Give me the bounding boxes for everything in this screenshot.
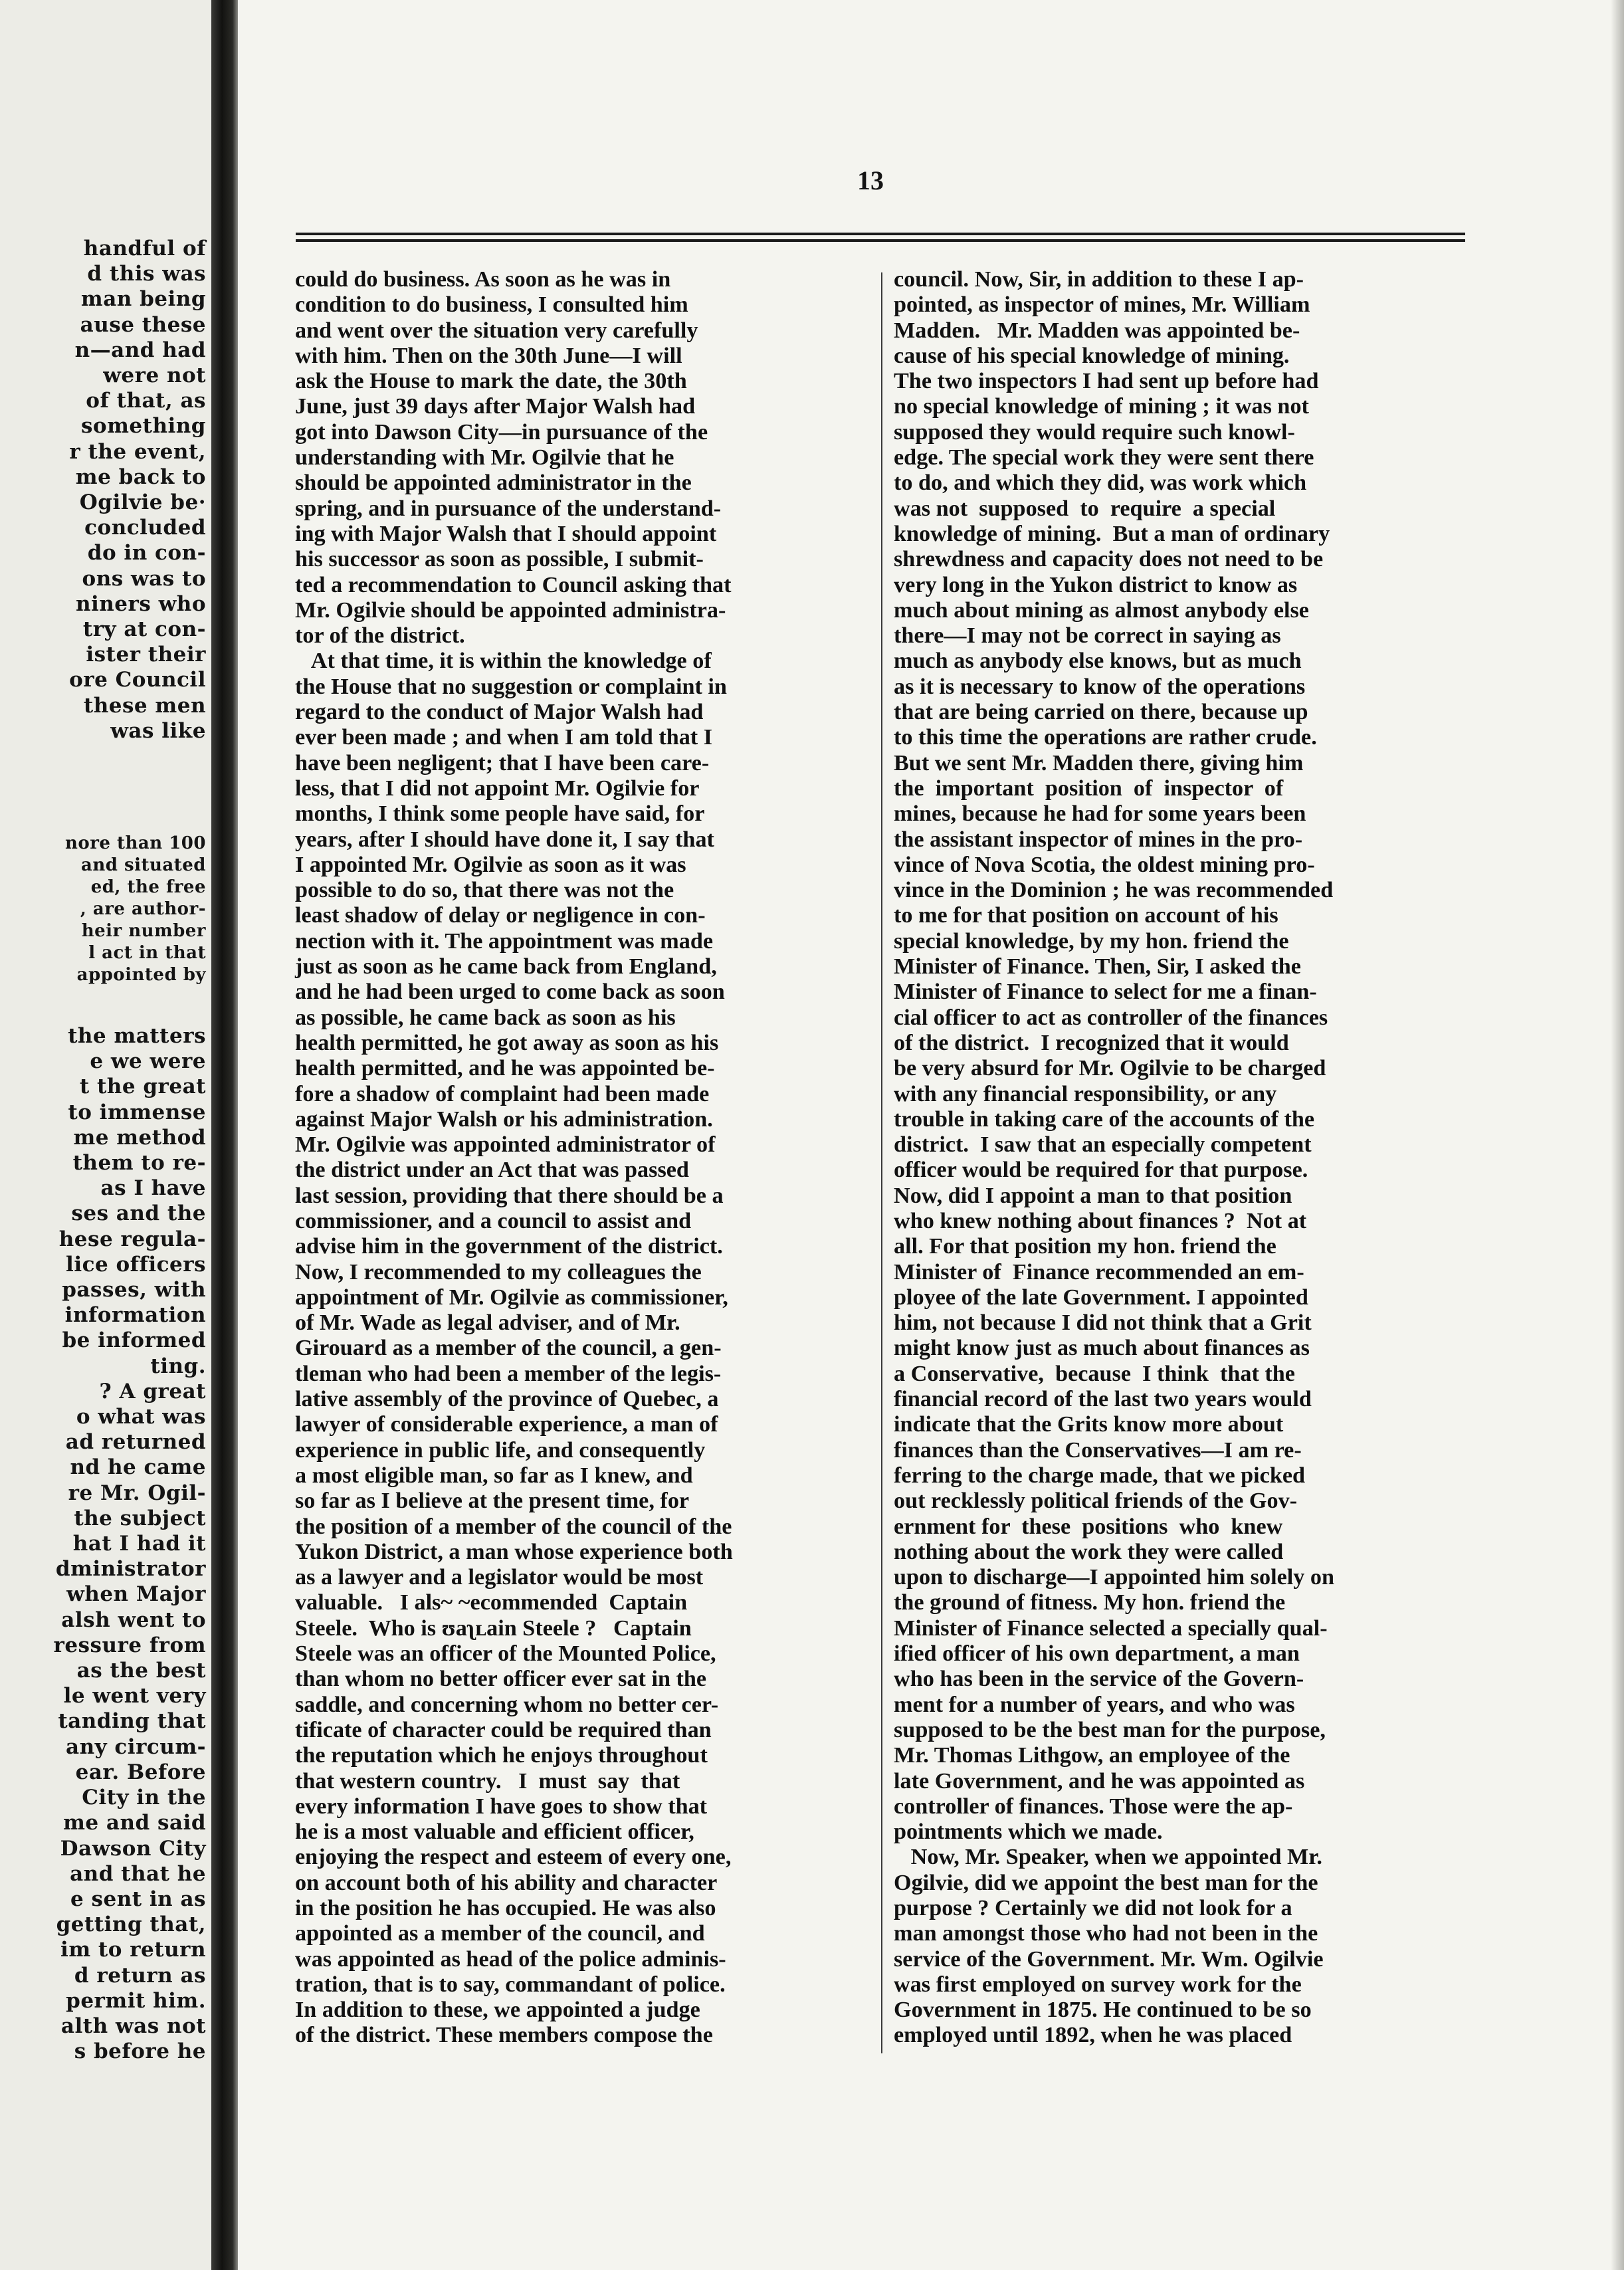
adjacent-page-fragment: [0, 0, 211, 2270]
header-rule-top: [296, 233, 1465, 235]
text-column-1: could do business. As soon as he was in condition to do business, I consulted him and went over the situation very carefully with him. Then on the 30th June—I will ask the House to mark the date, the 30th June, just 39 days after Major Walsh had got into Dawson City—in pursuance of the understanding with Mr. Ogilvie that he should be appointed administrator in the spring, and in pursuance of the understand- ing with Major Walsh that I should appoint his successor as soon as possible, I submit- ted a recommendation to Council asking that Mr. Ogilvie should be appointed administra- tor of the district. At that time, it is within the knowledge of the House that no suggestion or complaint in regard to the conduct of Major Walsh had ever been made ; and when I am told that I have been negligent; that I have been care- less, that I did not appoint Mr. Ogilvie for months, I think some people have said, for years, after I should have done it, I say that I appointed Mr. Ogilvie as soon as it was possible to do so, that there was not the least shadow of delay or negligence in con- nection with it. The appointment was made just as soon as he came back from England, and he had been urged to come back as soon as possible, he came back as soon as his health permitted, he got away as soon as his health permitted, and he was appointed be- fore a shadow of complaint had been made against Major Walsh or his administration. Mr. Ogilvie was appointed administrator of the district under an Act that was passed last session, providing that there should be a commissioner, and a council to assist and advise him in the government of the district. Now, I recommended to my colleagues the appointment of Mr. Ogilvie as commissioner, of Mr. Wade as legal adviser, and of Mr. Girouard as a member of the council, a gen- tleman who had been a member of the legis- lative assembly of the province of Quebec, a lawyer of considerable experience, a man of experience in public life, and consequently a most eligible man, so far as I knew, and so far as I believe at the present time, for the position of a member of the council of the Yukon District, a man whose experience both as a lawyer and a legislator would be most valuable. I als~ ~ecommended Captain Steele. Who is ʊaʅʟain Steele ? Captain Steele was an officer of the Mounted Police, than whom no better officer ever sat in the saddle, and concerning whom no better cer- tificate of character could be required than the reputation which he enjoys throughout that western country. I must say that every information I have goes to show that he is a most valuable and efficient officer, enjoying the respect and esteem of every one, on account both of his ability and character in the position he has occupied. He was also appointed as a member of the council, and was appointed as head of the police adminis- tration, that is to say, commandant of police. In addition to these, we appointed a judge of the district. These members compose the: [295, 267, 733, 2048]
left-fragment-top: handful of d this was man being ause these n—and had were not of that, as something r the event, me back to Ogilvie be· concluded do in con- ons was to niners who try at con- ister their ore Council these men was like: [69, 237, 206, 743]
column-divider: [881, 272, 882, 2053]
header-rule-bottom: [296, 239, 1465, 242]
book-gutter: [211, 0, 238, 2270]
left-fragment-mid: nore than 100 and situated ed, the free , are author- heir number l act in that appointed by: [64, 833, 206, 985]
page-number: 13: [857, 165, 884, 195]
page-right-edge: [1611, 0, 1624, 2270]
left-fragment-bottom: the matters e we were t the great to immense me method them to re- as I have ses and the hese regula- lice officers passes, with information be informed ting. ? A great o what was ad returned nd he came re Mr. Ogil- the subject hat I had it dministrator when Major alsh went to ressure from as the best le went very tanding that any circum- ear. Before City in the me and said Dawson City and that he e sent in as getting that, im to return d return as permit him. alth was not s before he: [53, 1024, 206, 2064]
text-column-2: council. Now, Sir, in addition to these I ap- pointed, as inspector of mines, Mr. William Madden. Mr. Madden was appointed be- cause of his special knowledge of mining. The two inspectors I had sent up before had no special knowledge of mining ; it was not supposed they would require such knowl- edge. The special work they were sent there to do, and which they did, was work which was not supposed to require a special knowledge of mining. But a man of ordinary shrewdness and capacity does not need to be very long in the Yukon district to know as much about mining as almost anybody else there—I may not be correct in saying as much as anybody else knows, but as much as it is necessary to know of the operations that are being carried on there, because up to this time the operations are rather crude. But we sent Mr. Madden there, giving him the important position of inspector of mines, because he had for some years been the assistant inspector of mines in the pro- vince of Nova Scotia, the oldest mining pro- vince in the Dominion ; he was recommended to me for that position on account of his special knowledge, by my hon. friend the Minister of Finance. Then, Sir, I asked the Minister of Finance to select for me a finan- cial officer to act as controller of the finances of the district. I recognized that it would be very absurd for Mr. Ogilvie to be charged with any financial responsibility, or any trouble in taking care of the accounts of the district. I saw that an especially competent officer would be required for that purpose. Now, did I appoint a man to that position who knew nothing about finances ? Not at all. For that position my hon. friend the Minister of Finance recommended an em- ployee of the late Government. I appointed him, not because I did not think that a Grit might know just as much about finances as a Conservative, because I think that the financial record of the last two years would indicate that the Grits know more about finances than the Conservatives—I am re- ferring to the charge made, that we picked out recklessly political friends of the Gov- ernment for these positions who knew nothing about the work they were called upon to discharge—I appointed him solely on the ground of fitness. My hon. friend the Minister of Finance selected a specially qual- ified officer of his own department, a man who has been in the service of the Govern- ment for a number of years, and who was supposed to be the best man for the purpose, Mr. Thomas Lithgow, an employee of the late Government, and he was appointed as controller of finances. Those were the ap- pointments which we made. Now, Mr. Speaker, when we appointed Mr. Ogilvie, did we appoint the best man for the purpose ? Certainly we did not look for a man amongst those who had not been in the service of the Government. Mr. Wm. Ogilvie was first employed on survey work for the Government in 1875. He continued to be so employed until 1892, when he was placed: [894, 267, 1334, 2048]
